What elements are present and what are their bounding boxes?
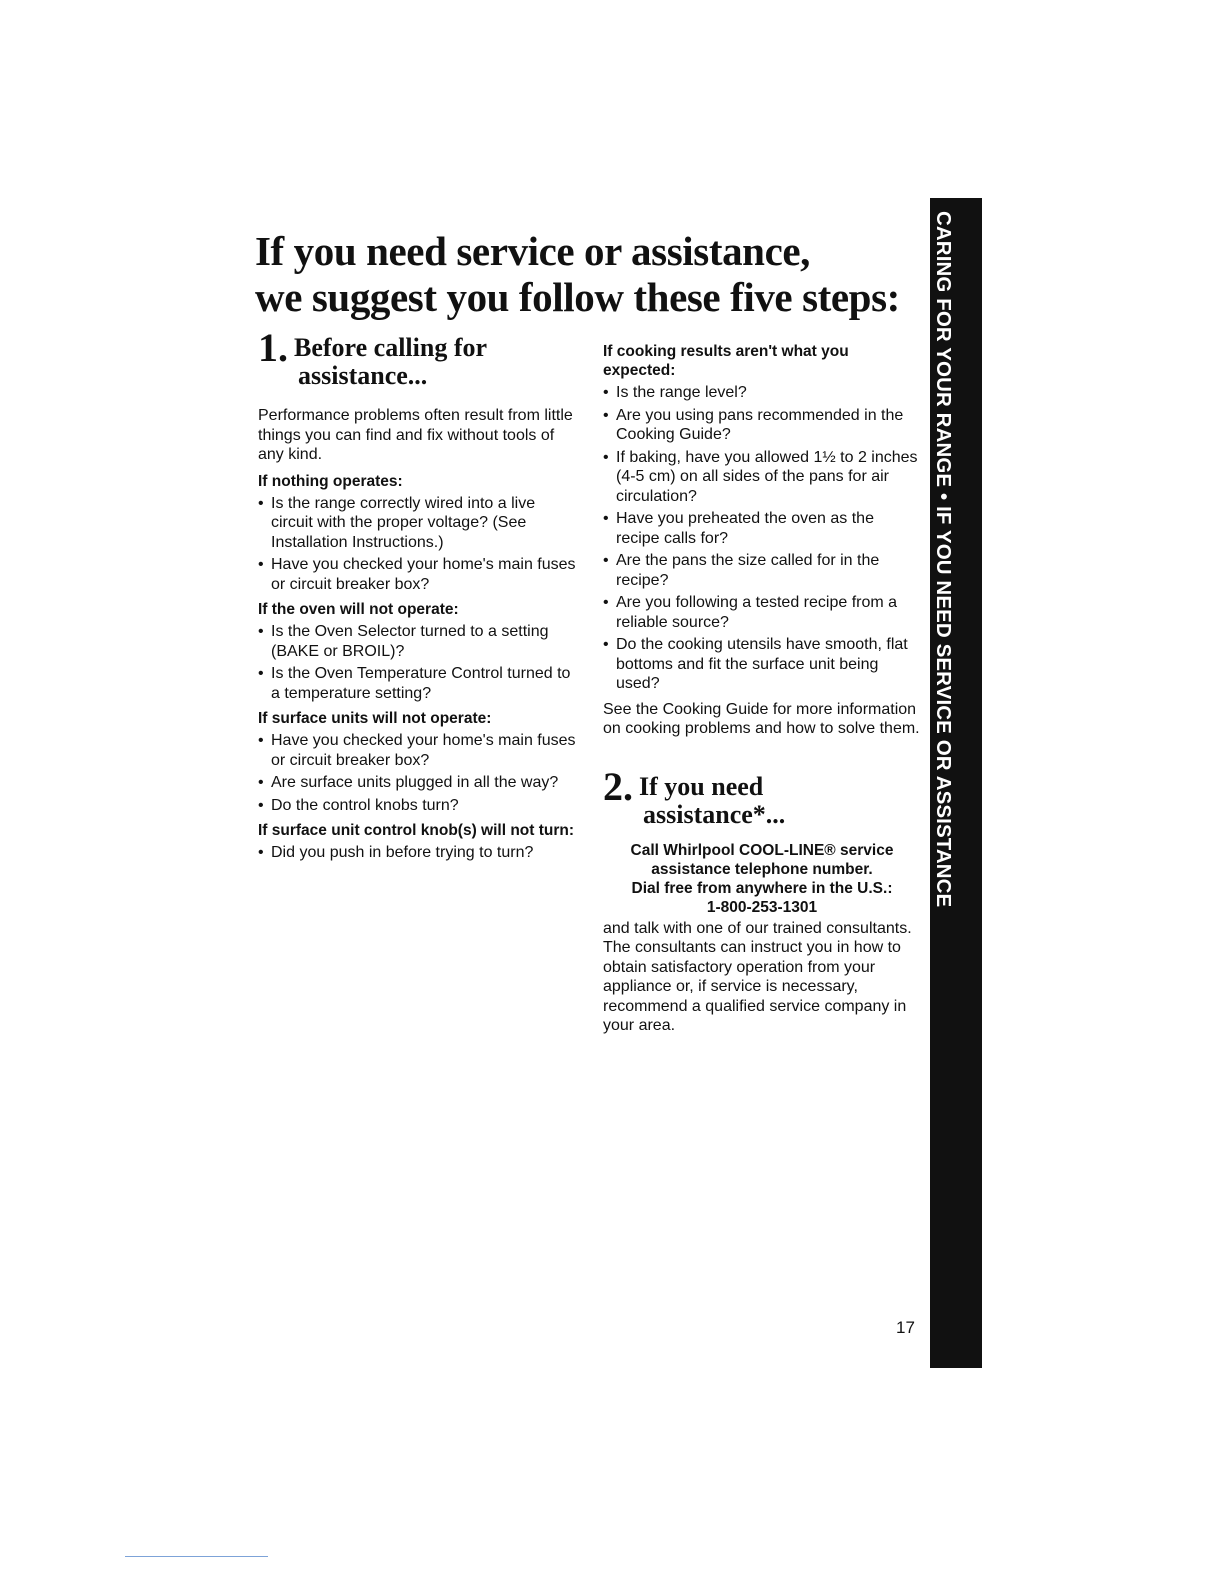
right-column — [603, 342, 921, 1043]
page-title — [255, 228, 935, 320]
list-item: • Are the pans the size called for in the recipe? — [603, 552, 880, 589]
checklist-nothing-operates — [258, 494, 576, 595]
section-heading-nothing-operates: If nothing operates: — [258, 472, 403, 490]
checklist-surface-units — [258, 731, 576, 815]
step-1-heading-line-2: assistance... — [298, 361, 428, 390]
cooking-guide-note: See the Cooking Guide for more information on cooking problems and how to solve them. — [603, 700, 920, 737]
list-item: • Is the Oven Temperature Control turned to a temperature setting? — [258, 665, 571, 702]
step-1-number: 1. — [258, 325, 288, 370]
page-number: 17 — [896, 1318, 915, 1337]
list-item: • If baking, have you allowed 1½ to 2 inches (4-5 cm) on all sides of the pans for air circulation? — [603, 448, 918, 505]
list-item: • Is the range correctly wired into a live circuit with the proper voltage? (See Installation Instructions.) — [258, 494, 536, 551]
step-2-number: 2. — [603, 763, 633, 809]
cool-line-call-text: Call Whirlpool COOL-LINE® service assistance telephone number. — [630, 841, 894, 878]
page-title-line-2: we suggest you follow these five steps: — [255, 274, 900, 320]
checklist-knobs-not-turn — [258, 843, 576, 863]
list-item: • Did you push in before trying to turn? — [258, 844, 534, 861]
list-item: • Have you preheated the oven as the recipe calls for? — [603, 510, 874, 547]
step-1-intro: Performance problems often result from little things you can find and fix without tools of any kind. — [258, 407, 573, 463]
list-item: • Are surface units plugged in all the way? — [258, 774, 559, 791]
list-item: • Have you checked your home's main fuses or circuit breaker box? — [258, 556, 576, 593]
checklist-oven-not-operate — [258, 622, 576, 703]
list-item: • Is the range level? — [603, 384, 747, 401]
step-1-heading — [258, 325, 576, 390]
section-heading-cooking-results: If cooking results aren't what you expected: — [603, 343, 849, 379]
dial-free-text: Dial free from anywhere in the U.S.: — [631, 879, 893, 897]
page-title-line-1: If you need service or assistance, — [255, 228, 811, 274]
footer-rule — [125, 1556, 268, 1557]
list-item: • Have you checked your home's main fuses or circuit breaker box? — [258, 732, 576, 769]
list-item: • Are you using pans recommended in the Cooking Guide? — [603, 406, 904, 443]
checklist-cooking-results — [603, 383, 921, 694]
list-item: • Is the Oven Selector turned to a setting (BAKE or BROIL)? — [258, 623, 549, 660]
section-heading-oven-not-operate: If the oven will not operate: — [258, 601, 459, 618]
left-column — [258, 325, 576, 869]
step-2-heading-line-1: If you need — [639, 771, 764, 801]
list-item: • Are you following a tested recipe from a reliable source? — [603, 594, 898, 631]
consultants-paragraph: and talk with one of our trained consultants. The consultants can instruct you in how to obtain satisfactory operation from your appliance or, if service is necessary, recommend a qualified service company in your area. — [603, 919, 912, 1034]
step-2-heading-line-2: assistance*... — [643, 799, 786, 829]
section-side-tab — [930, 198, 982, 1368]
list-item: • Do the cooking utensils have smooth, flat bottoms and fit the surface unit being used? — [603, 636, 908, 692]
section-heading-surface-units: If surface units will not operate: — [258, 710, 492, 727]
step-1-heading-line-1: Before calling for — [294, 333, 488, 362]
cool-line-call-block — [603, 841, 921, 917]
section-heading-knobs-not-turn: If surface unit control knob(s) will not turn: — [258, 822, 575, 839]
list-item: • Do the control knobs turn? — [258, 796, 459, 814]
step-2-heading — [603, 763, 921, 829]
phone-number: 1-800-253-1301 — [706, 898, 818, 916]
side-tab-label: CARING FOR YOUR RANGE • IF YOU NEED SERVICE OR ASSISTANCE — [932, 211, 955, 908]
